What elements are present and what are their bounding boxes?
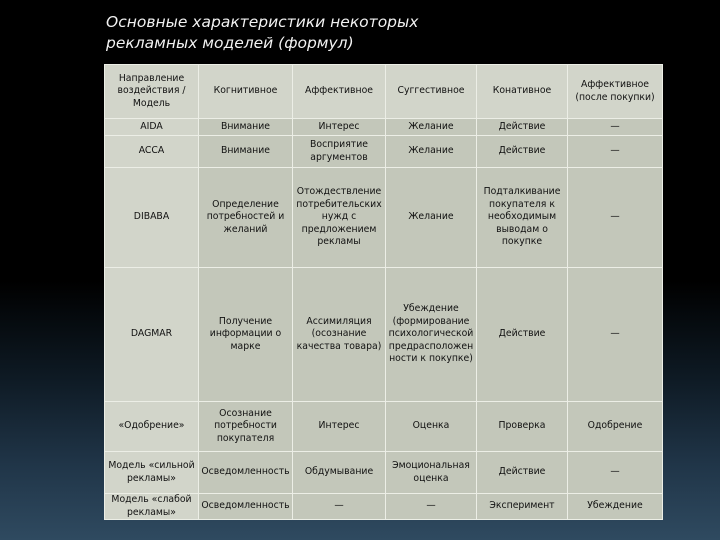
table-cell: Желание bbox=[386, 119, 477, 136]
table-cell: Желание bbox=[386, 136, 477, 168]
table-cell: Желание bbox=[386, 168, 477, 268]
table-cell: Убеждение bbox=[568, 494, 663, 520]
table-row-dibaba bbox=[105, 168, 663, 268]
header-cell-conative: Конативное bbox=[477, 65, 568, 119]
table-cell: Восприятие аргументов bbox=[293, 136, 386, 168]
table-cell: Осознание потребности покупателя bbox=[199, 402, 293, 452]
table-cell: Оценка bbox=[386, 402, 477, 452]
table-cell: Подталкивание покупателя к необходимым выводам о покупке bbox=[477, 168, 568, 268]
model-name-cell: ACCA bbox=[105, 136, 199, 168]
table-cell: Действие bbox=[477, 119, 568, 136]
table-cell: Действие bbox=[477, 268, 568, 402]
table-cell: — bbox=[293, 494, 386, 520]
table-cell: Ассимиляция (осознание качества товара) bbox=[293, 268, 386, 402]
table-cell: Интерес bbox=[293, 402, 386, 452]
table-cell: — bbox=[568, 268, 663, 402]
table-cell: Эксперимент bbox=[477, 494, 568, 520]
table-cell: — bbox=[386, 494, 477, 520]
model-name-cell: Модель «сильной рекламы» bbox=[105, 452, 199, 494]
slide-title bbox=[106, 12, 626, 54]
header-cell-affective-after-purchase: Аффективное (после покупки) bbox=[568, 65, 663, 119]
table-row-acca bbox=[105, 136, 663, 168]
model-name-cell: DIBABA bbox=[105, 168, 199, 268]
table-cell: Одобрение bbox=[568, 402, 663, 452]
slide-title-line-2: рекламных моделей (формул) bbox=[106, 34, 354, 52]
table-cell: Обдумывание bbox=[293, 452, 386, 494]
table-cell: Внимание bbox=[199, 136, 293, 168]
model-name-cell: «Одобрение» bbox=[105, 402, 199, 452]
table-cell: Эмоциональная оценка bbox=[386, 452, 477, 494]
table-row-aida bbox=[105, 119, 663, 136]
header-cell-direction-model: Направление воздействия / Модель bbox=[105, 65, 199, 119]
table-cell: Получение информации о марке bbox=[199, 268, 293, 402]
table-cell: Убеждение (формирование психологической предрасположен ности к покупке) bbox=[386, 268, 477, 402]
advertising-models-table bbox=[104, 64, 663, 520]
table-header-row bbox=[105, 65, 663, 119]
model-name-cell: AIDA bbox=[105, 119, 199, 136]
header-cell-affective: Аффективное bbox=[293, 65, 386, 119]
table-cell: Определение потребностей и желаний bbox=[199, 168, 293, 268]
table-cell: Интерес bbox=[293, 119, 386, 136]
model-name-cell: DAGMAR bbox=[105, 268, 199, 402]
table-cell: Отождествление потребительских нужд с предложением рекламы bbox=[293, 168, 386, 268]
table-row-dagmar bbox=[105, 268, 663, 402]
table-cell: Действие bbox=[477, 136, 568, 168]
table-cell: Проверка bbox=[477, 402, 568, 452]
table-cell: — bbox=[568, 136, 663, 168]
header-cell-suggestive: Суггестивное bbox=[386, 65, 477, 119]
table-row-weak-ad bbox=[105, 494, 663, 520]
table-cell: — bbox=[568, 119, 663, 136]
table-row-approval bbox=[105, 402, 663, 452]
model-name-cell: Модель «слабой рекламы» bbox=[105, 494, 199, 520]
table-cell: Действие bbox=[477, 452, 568, 494]
slide-title-line-1: Основные характеристики некоторых bbox=[106, 13, 419, 31]
header-cell-cognitive: Когнитивное bbox=[199, 65, 293, 119]
table-cell: Осведомленность bbox=[199, 452, 293, 494]
table-cell: Осведомленность bbox=[199, 494, 293, 520]
table-cell: — bbox=[568, 452, 663, 494]
table-cell: Внимание bbox=[199, 119, 293, 136]
table-cell: — bbox=[568, 168, 663, 268]
table-row-strong-ad bbox=[105, 452, 663, 494]
